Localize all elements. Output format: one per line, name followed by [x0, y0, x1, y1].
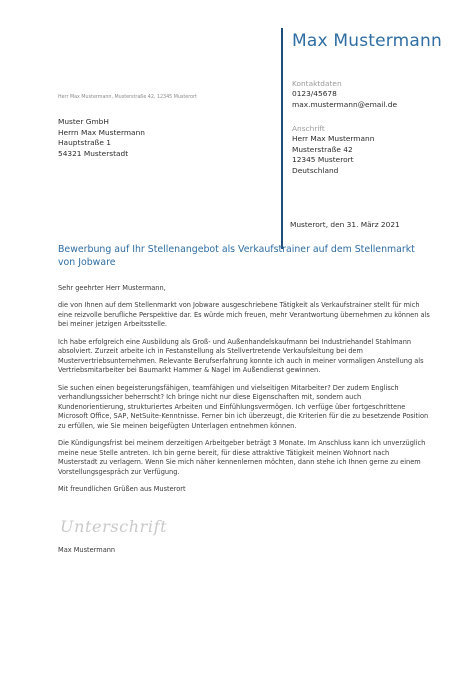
sender-return-line: Herr Max Mustermann, Musterstraße 42, 12345 Musterort [58, 95, 197, 100]
applicant-name: Max Mustermann [292, 31, 442, 51]
recipient-line: Herrn Max Mustermann [58, 127, 145, 137]
signature-name: Max Mustermann [58, 546, 116, 554]
signature-script: Unterschrift [60, 517, 168, 536]
recipient-line: Muster GmbH [58, 117, 109, 126]
contact-label: Kontaktdaten [292, 79, 342, 88]
recipient-line: Hauptstraße 1 [58, 138, 111, 148]
body-paragraph: Die Kündigungsfrist bei meinem derzeitigen Arbeitgeber beträgt 3 Monate. Im Anschluss kann ich unverzüglich meine neue Stelle antreten. Ich bin gerne bereit, für diese attraktive Tätigkeit meinen Wohnort nach Musterstadt zu verlagern. Wenn Sie mich näher kennenlernen möchten, dann stehe ich Ihnen gerne zu einem Vorstellungsgespräch zur Verfügung. [58, 439, 426, 476]
body-paragraph: Ich habe erfolgreich eine Ausbildung als Groß- und Außenhandelskaufmann bei Industriehandel Stahlmann absolviert. Zurzeit arbeite ich in Festanstellung als Stellvertretende Verkaufsleitung bei dem Mustervertriebsunternehmen. Relevante Berufserfahrung konnte ich auch in meiner vormaligen Anstellung als Vertriebsmitarbeiter bei Baumarkt Hammer & Nagel im Außendienst gewinnen. [58, 337, 424, 375]
address-line: Musterstraße 42 [292, 144, 353, 154]
contact-email: max.mustermann@email.de [292, 99, 397, 109]
recipient-line: 54321 Musterstadt [58, 148, 129, 158]
salutation: Sehr geehrter Herr Mustermann, [58, 284, 166, 292]
address-line: Deutschland [292, 165, 339, 175]
body-paragraph: die von Ihnen auf dem Stellenmarkt von Jobware ausgeschriebene Tätigkeit als Verkaufstrainer stellt für mich eine reizvolle berufliche Perspektive dar. Es würde mich freuen, mehr Verantwortung übernehmen zu können als bei meiner jetzigen Arbeitsstelle. [58, 301, 430, 329]
recipient-address [58, 117, 145, 159]
address-line: 12345 Musterort [292, 155, 354, 165]
letter-subject: Bewerbung auf Ihr Stellenangebot als Verkaufstrainer auf dem Stellenmarkt von Jobware [58, 244, 415, 268]
address-line: Herr Max Mustermann [292, 134, 375, 143]
address-block [292, 134, 374, 176]
header-divider-line [281, 28, 283, 249]
contact-block [292, 89, 397, 110]
contact-phone: 0123/45678 [292, 89, 337, 98]
body-paragraph: Sie suchen einen begeisterungsfähigen, teamfähigen und vielseitigen Mitarbeiter? Der zudem Englisch verhandlungssicher beherrscht? Ich bringe nicht nur diese Eigenschaften mit, sondern auch Kundenorientierung, strukturiertes Arbeiten und Einfühlungsvermögen. Ich verfüge über fortgeschrittene Microsoft Office, SAP, NetSuite-Kenntnisse. Ferner bin ich überzeugt, die Kriterien für die zu besetzende Position zu erfüllen, wie Sie meinen beigefügten Unterlagen entnehmen können. [58, 383, 429, 430]
address-label: Anschrift [292, 124, 325, 133]
closing-line: Mit freundlichen Grüßen aus Musterort [58, 485, 186, 494]
letter-date: Musterort, den 31. März 2021 [290, 220, 400, 229]
letter-body [58, 284, 430, 502]
